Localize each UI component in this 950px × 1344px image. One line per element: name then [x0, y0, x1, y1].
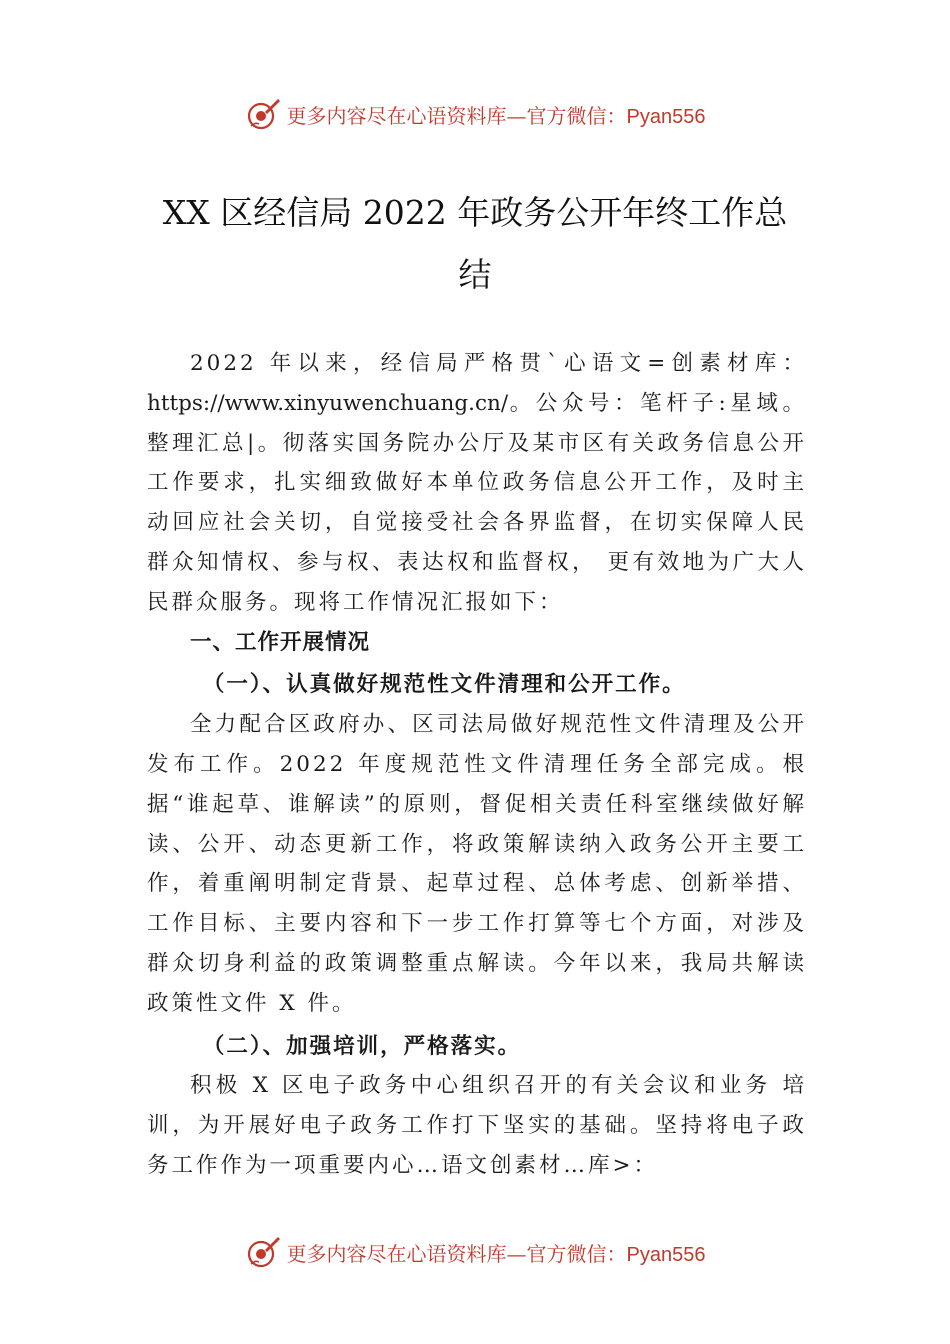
banner-label: 更多内容尽在心语资料库—官方微信： — [286, 103, 627, 128]
footer-watermark-banner — [0, 1232, 950, 1272]
intro-url: https://www.xinyuwenchuang.cn/ — [147, 390, 509, 416]
subsection-heading-2: （二）、加强培训，严格落实。 — [202, 1033, 522, 1059]
intro-paragraph — [147, 344, 807, 623]
paragraph-3: 积极 X 区电子政务中心组织召开的有关会议和业务 培训，为开展好电子政务工作打下坚实的基础。坚持将电子政务工作作为一项重要内心…语文创素材…库>： — [147, 1073, 807, 1178]
document-title — [110, 182, 840, 306]
pen-logo-icon — [245, 1234, 281, 1270]
intro-text-b: 。公众号：笔杆子:星域。整理汇总|。彻落实国务院办公厅及某市区有关政务信息公开工作要求，扎实细致做好本单位政务信息公开工作，及时主动回应社会关切，自觉接受社会各界监督，在切实保障人民群众知情权、参与权、表达权和监督权， 更有效地为广大人民群众服务。现将工作情况汇报如下： — [147, 390, 807, 615]
document-body — [147, 344, 807, 1186]
paragraph-2: 全力配合区政府办、区司法局做好规范性文件清理及公开发布工作。2022 年度规范性文件清理任务全部完成。根据“谁起草、谁解读”的原则，督促相关责任科室继续做好解读、公开、动态更新工作，将政策解读纳入政务公开主要工作，着重阐明制定背景、起草过程、总体考虑、创新举措、 工作目标、主要内容和下一步工作打算等七个方面，对涉及群众切身利益的政策调整重点解读。今年以来，我局共解读政策性文件 X 件。 — [147, 712, 807, 1016]
banner-text — [287, 100, 706, 129]
intro-text-a: 2022 年以来，经信局严格贯`心语文=创素材库： — [190, 351, 807, 376]
title-line-2: 结 — [458, 255, 492, 294]
banner-wechat-id: Pyan556 — [626, 105, 706, 128]
banner-text — [287, 1238, 706, 1267]
subsection-heading-1: （一）、认真做好规范性文件清理和公开工作。 — [202, 672, 686, 698]
header-watermark-banner — [0, 94, 950, 134]
title-line-1: XX 区经信局 2022 年政务公开年终工作总 — [162, 193, 788, 232]
section-heading-1: 一、工作开展情况 — [190, 629, 371, 655]
banner-wechat-id: Pyan556 — [626, 1243, 706, 1266]
banner-label: 更多内容尽在心语资料库—官方微信： — [286, 1241, 627, 1266]
pen-logo-icon — [245, 96, 281, 132]
